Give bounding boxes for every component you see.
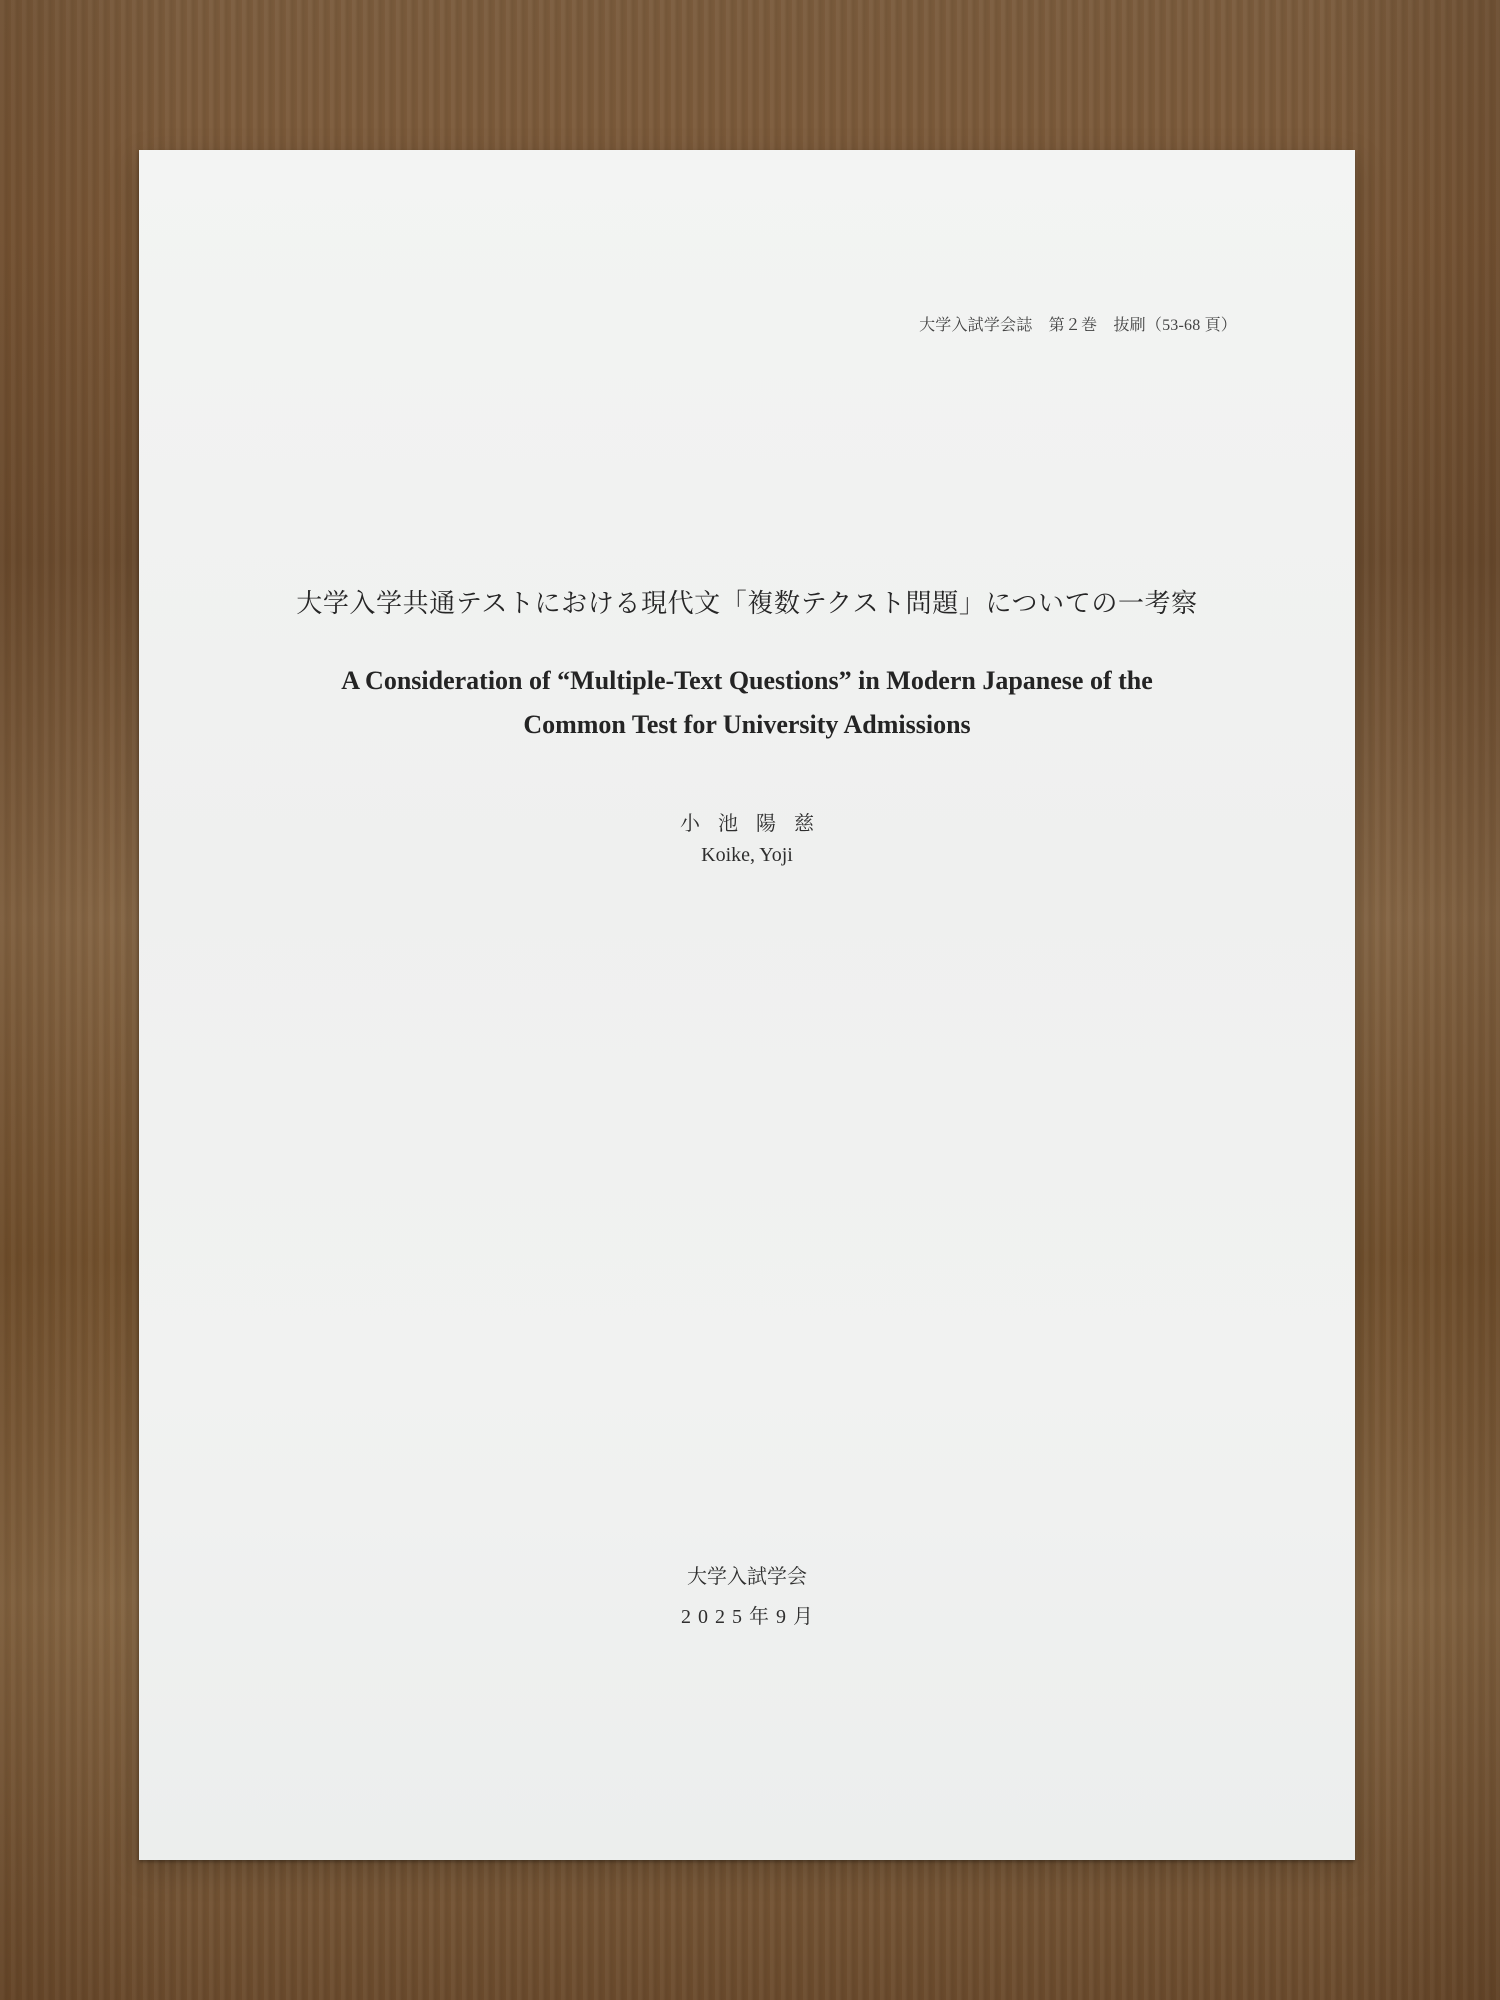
title-english-line-2: Common Test for University Admissions xyxy=(523,709,971,739)
author-name-english: Koike, Yoji xyxy=(701,844,793,866)
journal-reference: 大学入試学会誌 第２巻 抜刷（53-68 頁） xyxy=(919,317,1237,334)
paper-sheet xyxy=(139,150,1355,1860)
publication-date: 2025年9月 xyxy=(681,1606,820,1628)
title-english xyxy=(279,659,1215,746)
title-english-line-1: A Consideration of “Multiple-Text Questions” in Modern Japanese of the xyxy=(341,666,1153,695)
publisher-name: 大学入試学会 xyxy=(687,1566,807,1588)
author-name-japanese: 小池陽慈 xyxy=(680,813,832,835)
title-japanese: 大学入学共通テストにおける現代文「複数テクスト問題」についての一考察 xyxy=(296,589,1198,618)
